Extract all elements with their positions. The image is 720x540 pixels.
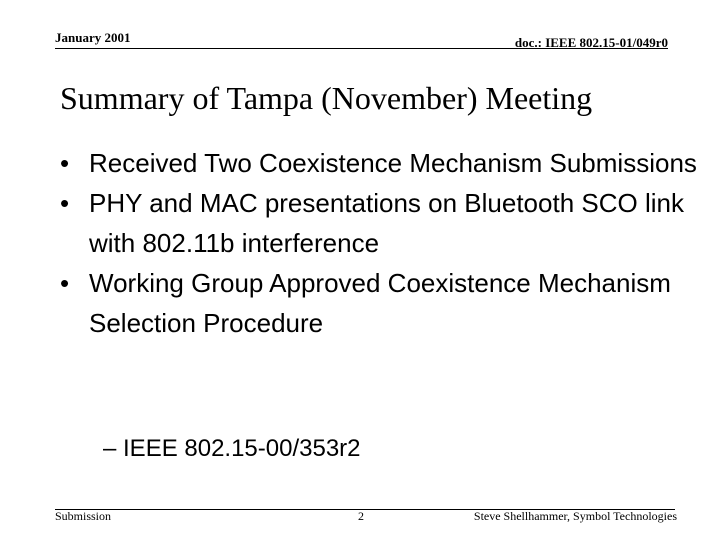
bullet-item — [60, 263, 700, 343]
bullet-marker: • — [60, 148, 70, 178]
header-date: January 2001 — [55, 30, 131, 45]
footer-author: Steve Shellhammer, Symbol Technologies — [473, 509, 677, 523]
bullet-marker: • — [60, 268, 70, 298]
bullet-text: Working Group Approved Coexistence Mechanism Selection Procedure — [89, 268, 671, 338]
footer-submission: Submission — [55, 509, 112, 523]
page-number: 2 — [358, 509, 364, 523]
bullet-text: Received Two Coexistence Mechanism Submissions — [89, 148, 697, 178]
header-divider — [55, 48, 668, 49]
slide-title: Summary of Tampa (November) Meeting — [60, 80, 593, 116]
bullet-marker: • — [60, 188, 70, 218]
header-doc-id: doc.: IEEE 802.15-01/049r0 — [514, 35, 668, 50]
bullet-item — [60, 183, 700, 263]
bullet-text: PHY and MAC presentations on Bluetooth SCO link with 802.11b interference — [89, 188, 684, 258]
bullet-list — [60, 143, 700, 343]
bullet-item — [60, 143, 700, 183]
sub-bullet: – IEEE 802.15-00/353r2 — [103, 435, 361, 462]
